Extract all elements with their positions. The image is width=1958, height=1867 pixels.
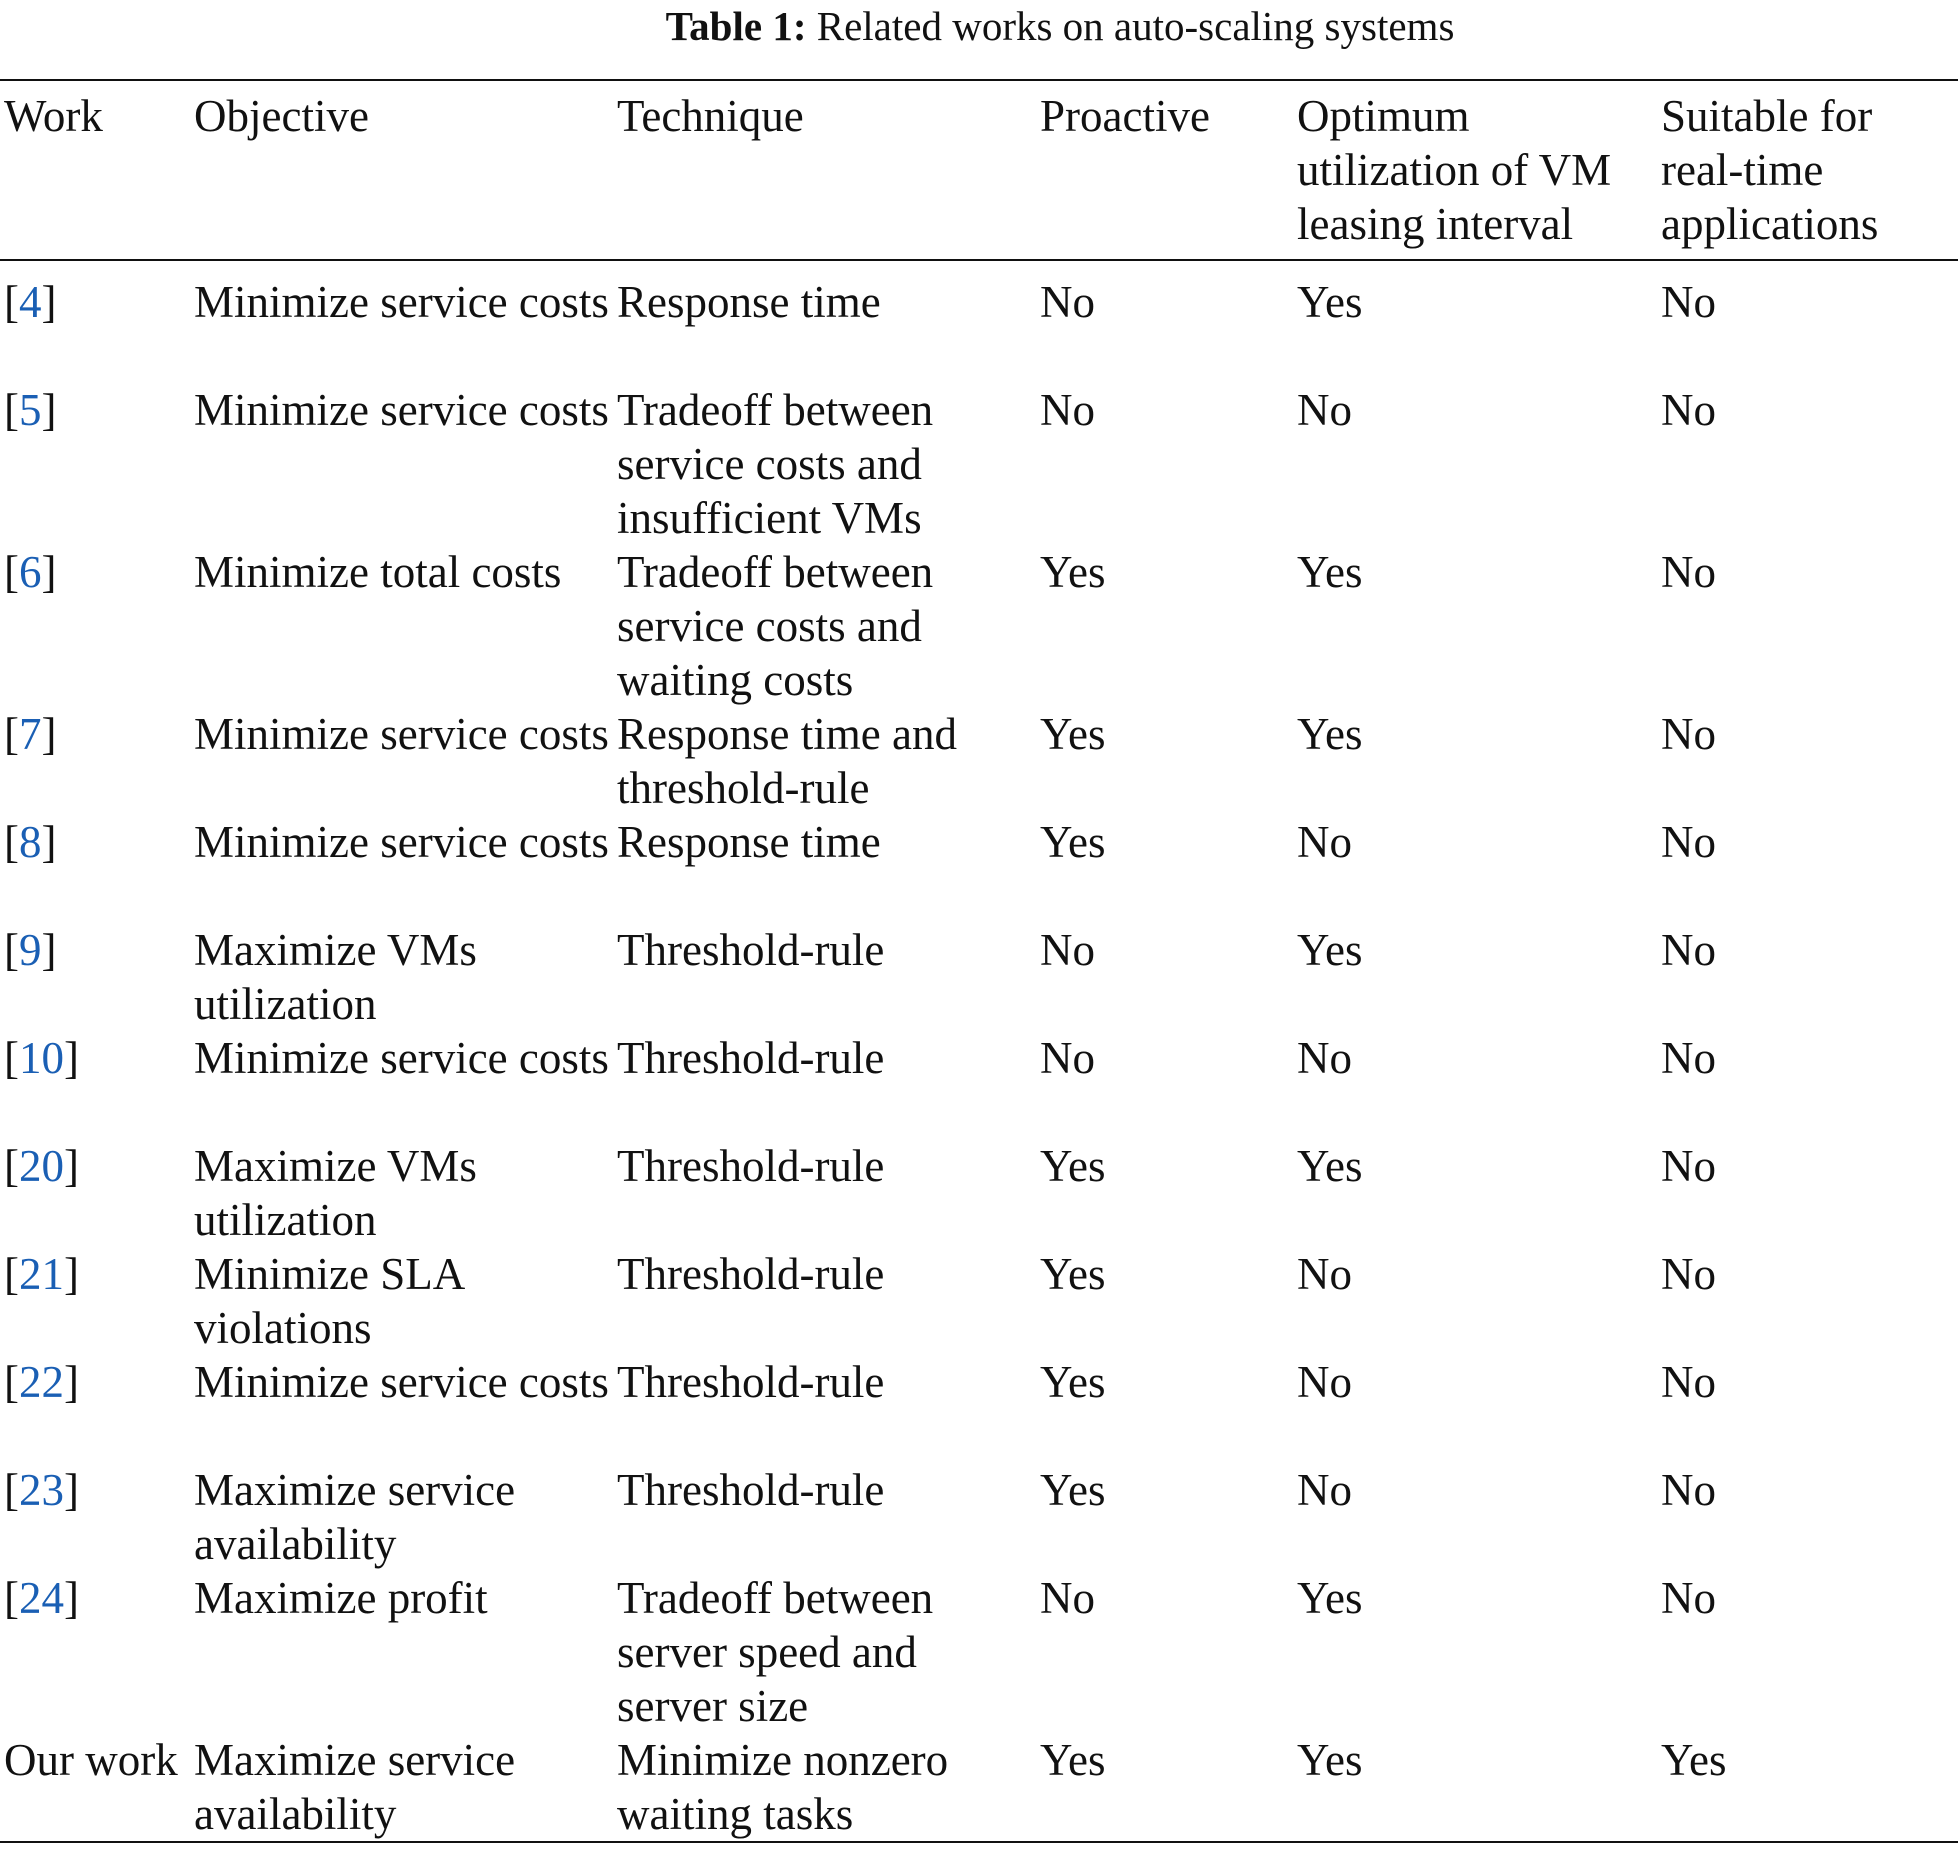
cell-proactive: No	[1040, 385, 1095, 435]
citation-link[interactable]: 4	[19, 277, 42, 327]
table-row	[0, 1247, 1958, 1355]
cell-technique: Threshold-rule	[617, 1141, 885, 1191]
table-row	[0, 1733, 1958, 1841]
cell-proactive: No	[1040, 1573, 1095, 1623]
cell-technique: Minimize nonzero waiting tasks	[617, 1735, 949, 1839]
citation-link[interactable]: 10	[19, 1033, 64, 1083]
cell-proactive: Yes	[1040, 709, 1106, 759]
cell-technique: Threshold-rule	[617, 1465, 885, 1515]
citation-link[interactable]: 9	[19, 925, 42, 975]
cell-optimum: Yes	[1297, 925, 1363, 975]
citation-link[interactable]: 22	[19, 1357, 64, 1407]
cell-objective: Minimize service costs	[194, 709, 609, 759]
cell-suitable: No	[1661, 1141, 1716, 1191]
table-header-row	[0, 81, 1958, 259]
table-row	[0, 815, 1958, 923]
cell-optimum: Yes	[1297, 1573, 1363, 1623]
cell-optimum: No	[1297, 1357, 1352, 1407]
cell-proactive: No	[1040, 1033, 1095, 1083]
table-row	[0, 545, 1958, 707]
header-technique: Technique	[617, 91, 804, 141]
table-caption-label: Table 1:	[665, 3, 807, 49]
cell-suitable: No	[1661, 1033, 1716, 1083]
cell-work: [4]	[4, 277, 57, 327]
cell-technique: Tradeoff between server speed and server size	[617, 1573, 934, 1731]
table-row	[0, 923, 1958, 1031]
cell-suitable: No	[1661, 277, 1716, 327]
cell-proactive: Yes	[1040, 1357, 1106, 1407]
cell-objective: Maximize profit	[194, 1573, 488, 1623]
cell-work: [6]	[4, 547, 57, 597]
table-caption	[0, 0, 1958, 52]
cell-suitable: No	[1661, 1465, 1716, 1515]
cell-work: [8]	[4, 817, 57, 867]
table-row	[0, 1139, 1958, 1247]
table-caption-text: Related works on auto-scaling systems	[816, 3, 1455, 49]
table-row	[0, 707, 1958, 815]
cell-suitable: Yes	[1661, 1735, 1727, 1785]
cell-optimum: No	[1297, 1249, 1352, 1299]
cell-work: [22]	[4, 1357, 79, 1407]
table-row	[0, 383, 1958, 545]
cell-proactive: Yes	[1040, 547, 1106, 597]
table-body	[0, 275, 1958, 1733]
cell-optimum: Yes	[1297, 547, 1363, 597]
citation-link[interactable]: 5	[19, 385, 42, 435]
cell-optimum: No	[1297, 385, 1352, 435]
table-row	[0, 1463, 1958, 1571]
cell-objective: Minimize service costs	[194, 1357, 609, 1407]
cell-objective: Minimize service costs	[194, 385, 609, 435]
cell-suitable: No	[1661, 547, 1716, 597]
cell-suitable: No	[1661, 925, 1716, 975]
cell-work: [23]	[4, 1465, 79, 1515]
cell-objective: Maximize service availability	[194, 1735, 516, 1839]
header-proactive: Proactive	[1040, 91, 1210, 141]
cell-suitable: No	[1661, 385, 1716, 435]
cell-objective: Minimize total costs	[194, 547, 562, 597]
citation-link[interactable]: 6	[19, 547, 42, 597]
cell-optimum: No	[1297, 1033, 1352, 1083]
cell-suitable: No	[1661, 817, 1716, 867]
cell-optimum: No	[1297, 817, 1352, 867]
cell-technique: Threshold-rule	[617, 1249, 885, 1299]
cell-optimum: Yes	[1297, 1735, 1363, 1785]
cell-technique: Tradeoff between service costs and waiting costs	[617, 547, 934, 705]
cell-objective: Minimize service costs	[194, 817, 609, 867]
cell-technique: Threshold-rule	[617, 1357, 885, 1407]
citation-link[interactable]: 8	[19, 817, 42, 867]
cell-technique: Threshold-rule	[617, 1033, 885, 1083]
cell-technique: Tradeoff between service costs and insufficient VMs	[617, 385, 934, 543]
cell-objective: Maximize VMs utilization	[194, 925, 477, 1029]
cell-suitable: No	[1661, 709, 1716, 759]
header-optimum: Optimum utilization of VM leasing interval	[1297, 91, 1612, 249]
cell-work: [5]	[4, 385, 57, 435]
cell-work: [21]	[4, 1249, 79, 1299]
cell-suitable: No	[1661, 1357, 1716, 1407]
cell-proactive: No	[1040, 925, 1095, 975]
citation-link[interactable]: 20	[19, 1141, 64, 1191]
citation-link[interactable]: 24	[19, 1573, 64, 1623]
cell-proactive: No	[1040, 277, 1095, 327]
cell-proactive: Yes	[1040, 1141, 1106, 1191]
related-works-table	[0, 79, 1958, 1843]
cell-proactive: Yes	[1040, 1249, 1106, 1299]
table-row	[0, 1355, 1958, 1463]
cell-suitable: No	[1661, 1573, 1716, 1623]
header-suitable: Suitable for real-time applications	[1661, 91, 1879, 249]
cell-proactive: Yes	[1040, 1465, 1106, 1515]
cell-work: [10]	[4, 1033, 79, 1083]
cell-objective: Maximize service availability	[194, 1465, 516, 1569]
citation-link[interactable]: 23	[19, 1465, 64, 1515]
cell-technique: Response time and threshold-rule	[617, 709, 957, 813]
cell-proactive: Yes	[1040, 1735, 1106, 1785]
cell-proactive: Yes	[1040, 817, 1106, 867]
header-objective: Objective	[194, 91, 369, 141]
cell-objective: Minimize SLA violations	[194, 1249, 463, 1353]
table-row	[0, 275, 1958, 383]
header-work: Work	[4, 91, 103, 141]
cell-optimum: Yes	[1297, 709, 1363, 759]
table-row	[0, 1031, 1958, 1139]
table-row	[0, 1571, 1958, 1733]
cell-objective: Maximize VMs utilization	[194, 1141, 477, 1245]
cell-work: [20]	[4, 1141, 79, 1191]
cell-suitable: No	[1661, 1249, 1716, 1299]
bottom-rule	[0, 1841, 1958, 1843]
cell-objective: Minimize service costs	[194, 1033, 609, 1083]
citation-link[interactable]: 7	[19, 709, 42, 759]
citation-link[interactable]: 21	[19, 1249, 64, 1299]
cell-optimum: No	[1297, 1465, 1352, 1515]
cell-objective: Minimize service costs	[194, 277, 609, 327]
cell-optimum: Yes	[1297, 277, 1363, 327]
cell-work: Our work	[4, 1735, 178, 1785]
cell-work: [7]	[4, 709, 57, 759]
cell-technique: Response time	[617, 277, 881, 327]
cell-work: [24]	[4, 1573, 79, 1623]
cell-technique: Response time	[617, 817, 881, 867]
cell-technique: Threshold-rule	[617, 925, 885, 975]
cell-optimum: Yes	[1297, 1141, 1363, 1191]
cell-work: [9]	[4, 925, 57, 975]
